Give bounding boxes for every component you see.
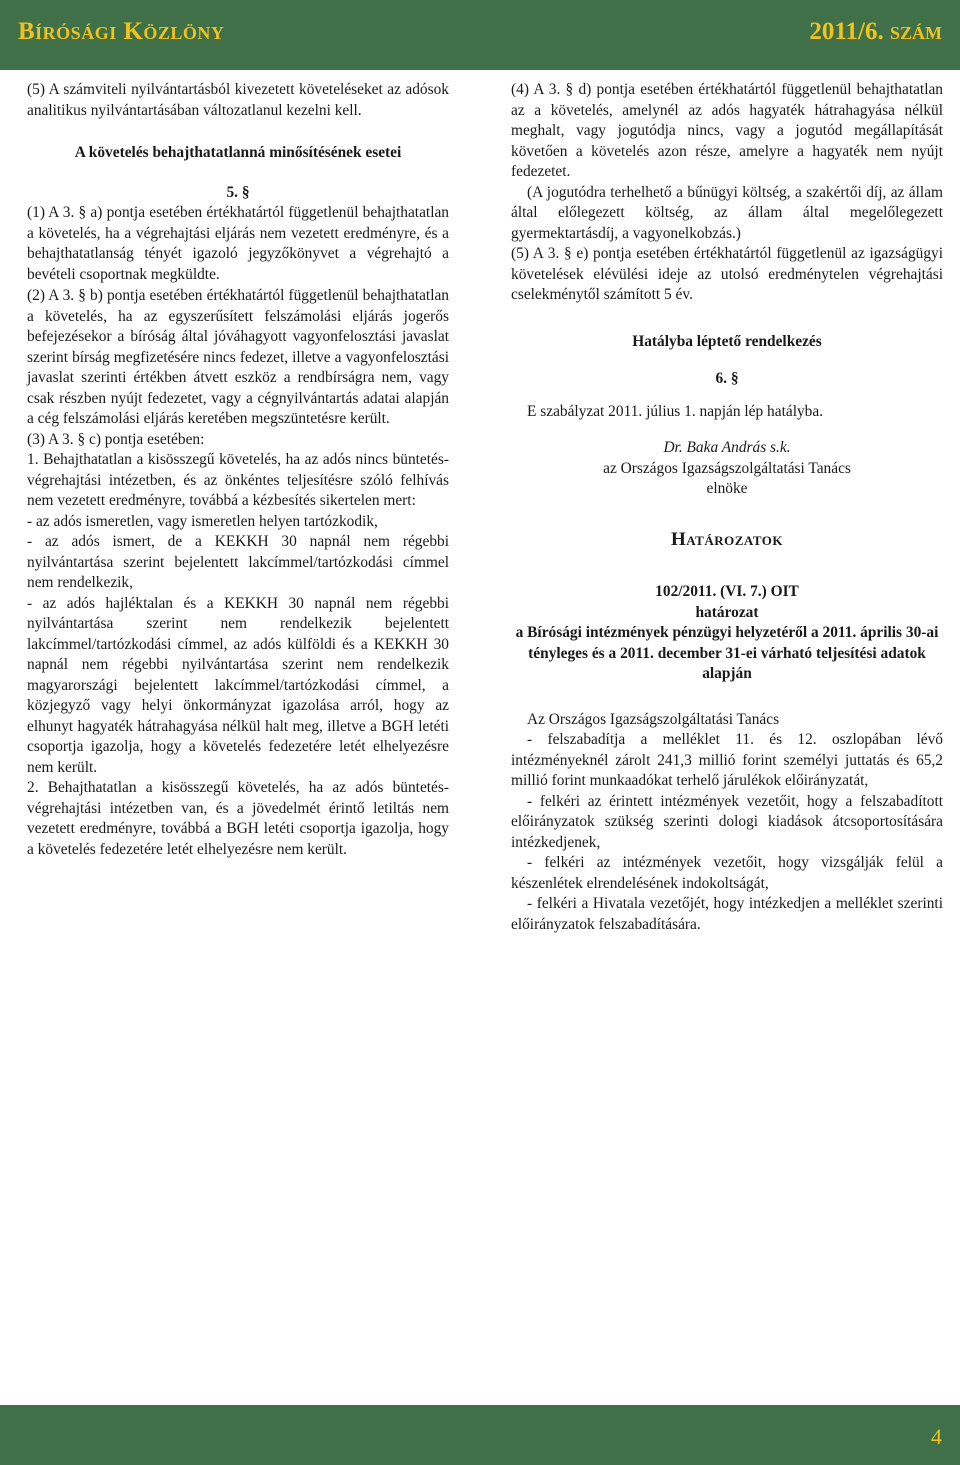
signer-name: Dr. Baka András s.k.: [663, 439, 791, 456]
paragraph: 1. Behajthatatlan a kisösszegű követelés, ha az adós nincs büntetés-végrehajtási intézetben, és az önkéntes teljesítésre szóló felhívás nem vezetett eredményre, továbbá a kézbesítés sikertelen mert:: [27, 451, 449, 509]
decision-number: 102/2011. (VI. 7.) OIT: [655, 583, 799, 600]
decision-subject: a Bírósági intézmények pénzügyi helyzetéről a 2011. április 30-ai tényleges és a 2011. december 31-ei várható teljesítési adatok alapján: [515, 624, 939, 682]
list-item: - felkéri a Hivatala vezetőjét, hogy intézkedjen a melléklet szerinti előirányzatok felszabadítására.: [511, 895, 943, 933]
paragraph: (A jogutódra terhelhető a bűnügyi költség, a szakértői díj, az állam által előlegezett költség, az állam által megelőlegezett gyermektartásdíj, a vagyonelkobzás.): [511, 183, 943, 242]
issue-suffix: szám: [889, 18, 942, 45]
list-item: - felkéri az érintett intézmények vezetőit, hogy a felszabadított előirányzatok szükség szerinti dologi kiadások átcsoportosítására intézkedjenek,: [511, 792, 943, 851]
list-item: - felszabadítja a melléklet 11. és 12. oszlopában lévő intézményeknél zárolt 241,3 millió forint személyi juttatás és 65,2 millió forint munkaadókat terhelő járulékok előirányzatát,: [511, 731, 943, 789]
signer-organization: az Országos Igazságszolgáltatási Tanács: [603, 459, 851, 477]
issue-number: [809, 18, 942, 46]
list-item: - felkéri az intézmények vezetőit, hogy vizsgálják felül a készenlétek elrendelésének indokoltságát,: [511, 854, 943, 892]
section-number: 6. §: [715, 370, 739, 387]
left-column: [27, 80, 449, 860]
page-footer: [0, 1405, 960, 1465]
paragraph: (3) A 3. § c) pontja esetében:: [27, 430, 205, 448]
decisions-title: Határozatok: [670, 528, 783, 550]
signer-role: elnöke: [706, 480, 748, 497]
section-heading: Hatályba léptető rendelkezés: [632, 332, 822, 350]
page-header: [0, 0, 960, 70]
paragraph: Az Országos Igazságszolgáltatási Tanács: [527, 710, 780, 728]
paragraph: (2) A 3. § b) pontja esetében értékhatártól függetlenül behajthatatlan a követelés, ha az egyszerűsített felszámolási eljárás jogerős befejezésekor a bíróság által jóváhagyott vagyonfelosztási javaslat szerint bírság megfizetésére nincs fedezet, illetve a vagyonfelosztási javaslat szerinti értékben átvett eszköz a rendbírságra nem, vagy csak részben nyújt fedezetet, vagy a cégnyilvántartás adatai alapján a cég felszámolási eljárás keretében megszüntetésre került.: [27, 287, 449, 427]
section-heading: A követelés behajthatatlanná minősítésének esetei: [74, 144, 402, 161]
section-number: 5. §: [226, 183, 250, 201]
list-item: - az adós hajléktalan és a KEKKH 30 napnál nem régebbi nyilvántartása szerint nem rendelkezik bejelentett lakcímmel/tartózkodási címmel, az adós külföldi és a KEKKH 30 napnál nem régebbi nyilvántartása szerint nem rendelkezik magyarországi bejelentett lakcímmel/tartózkodási címmel, a közjegyző vagy helyi önkormányzat igazolása arról, hogy az elhunyt hagyaték hátrahagyása nélkül halt meg, illetve a BGH letéti csoportja igazolja, hogy a követelés fedezetére letét elhelyezésre nem került.: [27, 594, 449, 776]
list-item: - az adós ismert, de a KEKKH 30 napnál nem régebbi nyilvántartása szerint bejelentett lakcímmel/tartózkodási címmel nem rendelkezik,: [27, 533, 449, 591]
issue-number-value: 2011/6.: [809, 18, 890, 45]
paragraph: (1) A 3. § a) pontja esetében értékhatártól függetlenül behajthatatlan a követelés, ha a végrehajtási eljárás nem vezetett eredményre, és a behajthatatlanság tényét igazoló jegyzőkönyvet a végrehajtó a bevételi csoportnak megküldte.: [27, 204, 449, 283]
page-number: 4: [931, 1424, 942, 1449]
decision-type: határozat: [695, 603, 759, 621]
paragraph: (4) A 3. § d) pontja esetében értékhatártól függetlenül behajthatatlan az a követelés, amelynél az adós hagyaték hátrahagyása nélkül meghalt, vagy jogutódja nincs, vagy a jogutód megállapítását követően a követelés azon része, amelyre a hagyaték nem nyújt fedezetet.: [511, 81, 943, 180]
paragraph: 2. Behajthatatlan a kisösszegű követelés, ha az adós büntetés-végrehajtási intézetben van, és a jövedelmét érintő letiltás nem vezetett eredményre, továbbá a BGH letéti csoportja igazolja, hogy a követelés fedezetére letét elhelyezésre nem került.: [27, 779, 449, 858]
paragraph: E szabályzat 2011. július 1. napján lép hatályba.: [527, 402, 824, 420]
paragraph: (5) A 3. § e) pontja esetében értékhatártól függetlenül az igazságügyi követelések elévülési ideje az utolsó eredménytelen végrehajtási cselekménytől számított 5 év.: [511, 245, 943, 303]
paragraph: (5) A számviteli nyilvántartásból kivezetett követeléseket az adósok analitikus nyilvántartásában változatlanul kezelni kell.: [27, 81, 449, 119]
journal-title: Bírósági Közlöny: [18, 18, 225, 45]
right-column: [511, 80, 943, 935]
list-item: - az adós ismeretlen, vagy ismeretlen helyen tartózkodik,: [27, 512, 378, 530]
